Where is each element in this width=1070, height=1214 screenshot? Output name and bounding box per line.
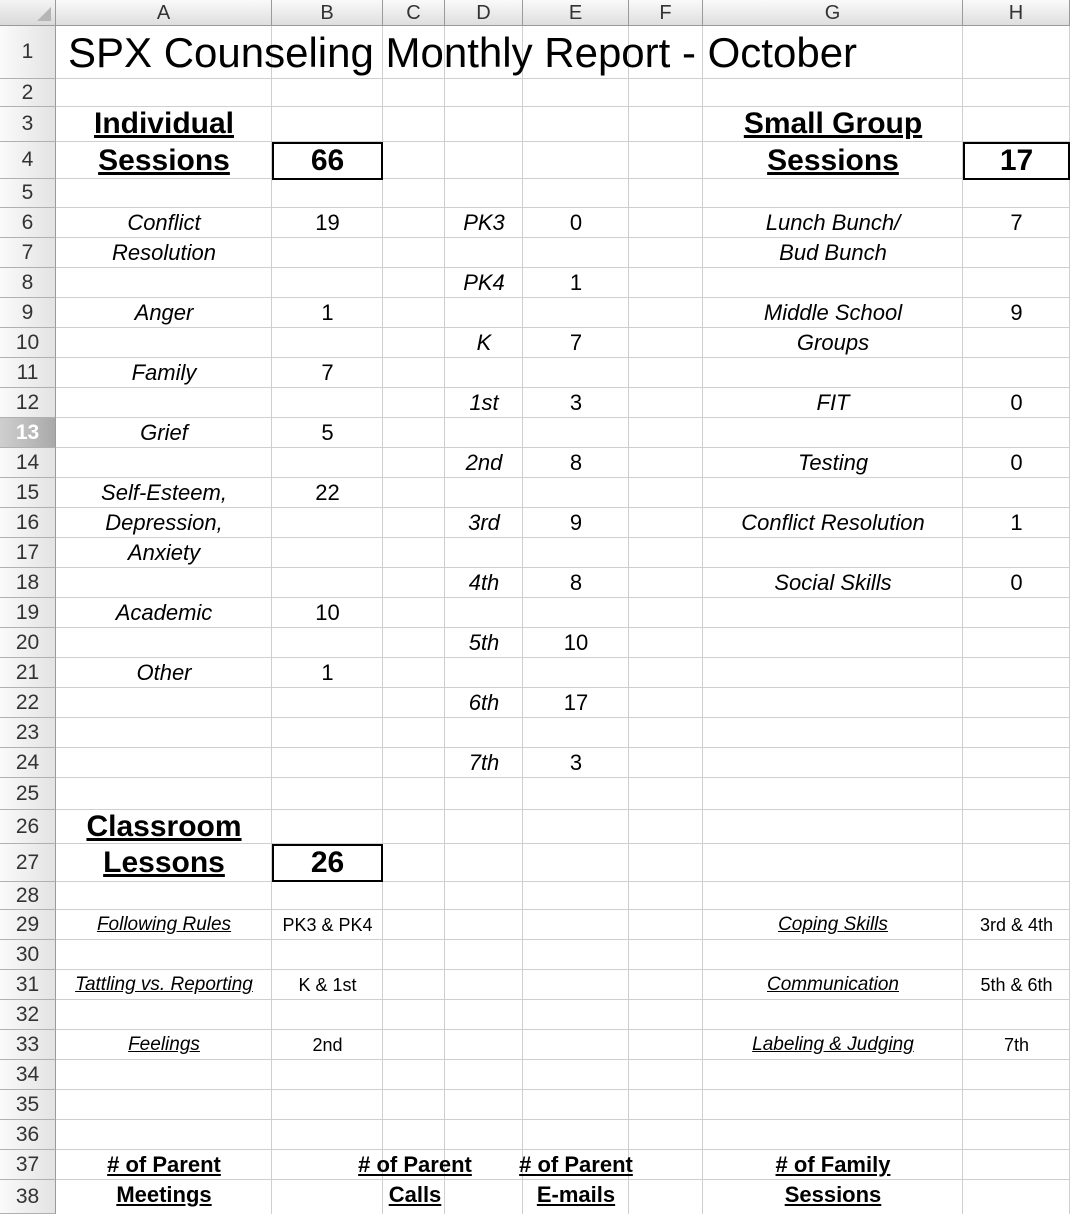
grade-label[interactable]: PK3 bbox=[463, 210, 505, 235]
family-sessions-label[interactable]: # of Family bbox=[775, 1152, 891, 1177]
category-value[interactable]: 7 bbox=[321, 360, 334, 385]
grade-label[interactable]: 1st bbox=[469, 390, 499, 415]
row-header[interactable]: 7 bbox=[0, 238, 56, 268]
grade-value[interactable]: 1 bbox=[569, 270, 583, 295]
row-header[interactable]: 30 bbox=[0, 940, 56, 970]
grid-vline bbox=[628, 26, 629, 1214]
group-value[interactable]: 9 bbox=[1010, 300, 1023, 325]
row-header[interactable]: 23 bbox=[0, 718, 56, 748]
lesson-topic[interactable]: Tattling vs. Reporting bbox=[75, 974, 253, 995]
row-header[interactable]: 17 bbox=[0, 538, 56, 568]
lesson-topic[interactable]: Labeling & Judging bbox=[752, 1034, 914, 1055]
group-label[interactable]: FIT bbox=[816, 390, 850, 415]
grade-label[interactable]: PK4 bbox=[463, 270, 505, 295]
lesson-grades[interactable]: 5th & 6th bbox=[980, 974, 1053, 995]
grade-value[interactable]: 7 bbox=[569, 330, 583, 355]
group-value[interactable]: 0 bbox=[1010, 450, 1023, 475]
grid-hline bbox=[56, 1089, 1070, 1090]
category-label[interactable]: Resolution bbox=[112, 240, 216, 265]
category-value[interactable]: 19 bbox=[315, 210, 340, 235]
row-header[interactable]: 8 bbox=[0, 268, 56, 298]
category-value[interactable]: 5 bbox=[321, 420, 334, 445]
column-header[interactable]: E bbox=[523, 0, 629, 26]
row-header[interactable]: 1 bbox=[0, 26, 56, 79]
small-group-header-line1[interactable]: Small Group bbox=[743, 107, 923, 140]
row-header[interactable]: 28 bbox=[0, 882, 56, 910]
individual-header-line1[interactable]: Individual bbox=[93, 107, 234, 140]
category-label[interactable]: Academic bbox=[115, 600, 213, 625]
grade-value[interactable]: 0 bbox=[569, 210, 583, 235]
group-label[interactable]: Lunch Bunch/ bbox=[765, 210, 901, 235]
grid-vline bbox=[522, 26, 523, 1214]
category-value[interactable]: 1 bbox=[321, 300, 334, 325]
row-header[interactable]: 22 bbox=[0, 688, 56, 718]
category-label[interactable]: Anger bbox=[134, 300, 194, 325]
grade-label[interactable]: 5th bbox=[468, 630, 500, 655]
lesson-grades[interactable]: 3rd & 4th bbox=[979, 914, 1054, 935]
grade-value[interactable]: 17 bbox=[563, 690, 589, 715]
report-title[interactable]: SPX Counseling Monthly Report - October bbox=[68, 28, 858, 76]
row-header[interactable]: 10 bbox=[0, 328, 56, 358]
row-header[interactable]: 16 bbox=[0, 508, 56, 538]
category-label[interactable]: Family bbox=[131, 360, 197, 385]
row-header[interactable]: 9 bbox=[0, 298, 56, 328]
row-header[interactable]: 4 bbox=[0, 142, 56, 179]
lesson-topic[interactable]: Communication bbox=[767, 974, 899, 995]
row-header[interactable]: 14 bbox=[0, 448, 56, 478]
category-label[interactable]: Conflict bbox=[127, 210, 201, 235]
grade-value[interactable]: 8 bbox=[569, 450, 583, 475]
row-header[interactable]: 24 bbox=[0, 748, 56, 778]
group-value[interactable]: 1 bbox=[1010, 510, 1023, 535]
group-label[interactable]: Testing bbox=[797, 450, 869, 475]
small-group-header-line2[interactable]: Sessions bbox=[767, 143, 899, 177]
column-header[interactable]: G bbox=[703, 0, 963, 26]
family-sessions-label[interactable]: Sessions bbox=[784, 1182, 882, 1207]
category-label[interactable]: Anxiety bbox=[127, 540, 201, 565]
group-label[interactable]: Middle School bbox=[763, 300, 903, 325]
lesson-grades[interactable]: 2nd bbox=[312, 1034, 343, 1055]
parent-meetings-label[interactable]: Meetings bbox=[116, 1182, 212, 1207]
grade-value[interactable]: 9 bbox=[569, 510, 583, 535]
row-header[interactable]: 27 bbox=[0, 844, 56, 882]
lesson-topic[interactable]: Following Rules bbox=[96, 914, 232, 935]
group-value[interactable]: 0 bbox=[1010, 570, 1023, 595]
column-header[interactable]: F bbox=[629, 0, 703, 26]
column-header[interactable]: H bbox=[963, 0, 1070, 26]
grade-label[interactable]: 6th bbox=[468, 690, 500, 715]
lesson-grades[interactable]: 7th bbox=[1003, 1034, 1030, 1055]
grade-value[interactable]: 3 bbox=[569, 750, 583, 775]
grade-label[interactable]: 4th bbox=[468, 570, 500, 595]
classroom-header-line2[interactable]: Lessons bbox=[103, 846, 225, 879]
grid-hline bbox=[56, 881, 1070, 882]
row-header[interactable]: 18 bbox=[0, 568, 56, 598]
classroom-header-line1[interactable]: Classroom bbox=[86, 810, 242, 843]
individual-header-line2[interactable]: Sessions bbox=[98, 143, 230, 177]
group-label[interactable]: Groups bbox=[796, 330, 870, 355]
row-header[interactable]: 26 bbox=[0, 810, 56, 844]
category-label[interactable]: Other bbox=[136, 660, 192, 685]
lesson-topic[interactable]: Feelings bbox=[128, 1034, 200, 1055]
parent-emails-label[interactable]: # of Parent bbox=[519, 1152, 633, 1177]
row-header[interactable]: 15 bbox=[0, 478, 56, 508]
group-value[interactable]: 0 bbox=[1010, 390, 1023, 415]
group-label[interactable]: Social Skills bbox=[774, 570, 892, 595]
group-label[interactable]: Bud Bunch bbox=[779, 240, 887, 265]
row-header[interactable]: 29 bbox=[0, 910, 56, 940]
group-value[interactable]: 7 bbox=[1010, 210, 1023, 235]
row-header[interactable]: 11 bbox=[0, 358, 56, 388]
row-header[interactable]: 5 bbox=[0, 179, 56, 208]
row-header[interactable]: 35 bbox=[0, 1090, 56, 1120]
grade-label[interactable]: 3rd bbox=[468, 510, 500, 535]
row-header[interactable]: 21 bbox=[0, 658, 56, 688]
row-header[interactable]: 34 bbox=[0, 1060, 56, 1090]
category-label[interactable]: Self-Esteem, bbox=[101, 480, 227, 505]
grade-value[interactable]: 3 bbox=[569, 390, 583, 415]
column-header[interactable]: B bbox=[272, 0, 383, 26]
classroom-total[interactable]: 26 bbox=[272, 844, 383, 882]
parent-meetings-label[interactable]: # of Parent bbox=[107, 1152, 221, 1177]
row-header[interactable]: 2 bbox=[0, 79, 56, 107]
lesson-grades[interactable]: K & 1st bbox=[298, 974, 357, 995]
row-header[interactable]: 37 bbox=[0, 1150, 56, 1180]
row-header[interactable]: 6 bbox=[0, 208, 56, 238]
category-label[interactable]: Depression, bbox=[105, 510, 223, 535]
row-header[interactable]: 38 bbox=[0, 1180, 56, 1214]
parent-calls-label[interactable]: # of Parent bbox=[358, 1152, 472, 1177]
lesson-grades[interactable]: PK3 & PK4 bbox=[282, 914, 373, 935]
select-all-corner[interactable] bbox=[0, 0, 56, 26]
small-group-total[interactable]: 17 bbox=[963, 142, 1070, 180]
grade-value[interactable]: 8 bbox=[569, 570, 583, 595]
row-header[interactable]: 32 bbox=[0, 1000, 56, 1030]
category-label[interactable]: Grief bbox=[140, 420, 188, 445]
lesson-topic[interactable]: Coping Skills bbox=[778, 914, 888, 935]
row-header[interactable]: 19 bbox=[0, 598, 56, 628]
row-header[interactable]: 13 bbox=[0, 418, 56, 448]
category-value[interactable]: 10 bbox=[315, 600, 340, 625]
parent-emails-label[interactable]: E-mails bbox=[536, 1182, 616, 1207]
row-header[interactable]: 31 bbox=[0, 970, 56, 1000]
column-header[interactable]: C bbox=[383, 0, 445, 26]
grade-value[interactable]: 10 bbox=[563, 630, 589, 655]
row-header[interactable]: 20 bbox=[0, 628, 56, 658]
group-label[interactable]: Conflict Resolution bbox=[741, 510, 925, 535]
category-value[interactable]: 22 bbox=[315, 480, 340, 505]
row-header[interactable]: 33 bbox=[0, 1030, 56, 1060]
grade-label[interactable]: 7th bbox=[468, 750, 500, 775]
row-header[interactable]: 25 bbox=[0, 778, 56, 810]
grade-label[interactable]: 2nd bbox=[465, 450, 503, 475]
column-header[interactable]: A bbox=[56, 0, 272, 26]
row-header[interactable]: 3 bbox=[0, 107, 56, 142]
row-header[interactable]: 36 bbox=[0, 1120, 56, 1150]
parent-calls-label[interactable]: Calls bbox=[388, 1182, 442, 1207]
row-header[interactable]: 12 bbox=[0, 388, 56, 418]
grid-vline bbox=[444, 26, 445, 1214]
column-header[interactable]: D bbox=[445, 0, 523, 26]
category-value[interactable]: 1 bbox=[321, 660, 334, 685]
grid-hline bbox=[56, 1119, 1070, 1120]
individual-total[interactable]: 66 bbox=[272, 142, 383, 180]
grade-label[interactable]: K bbox=[476, 330, 492, 355]
